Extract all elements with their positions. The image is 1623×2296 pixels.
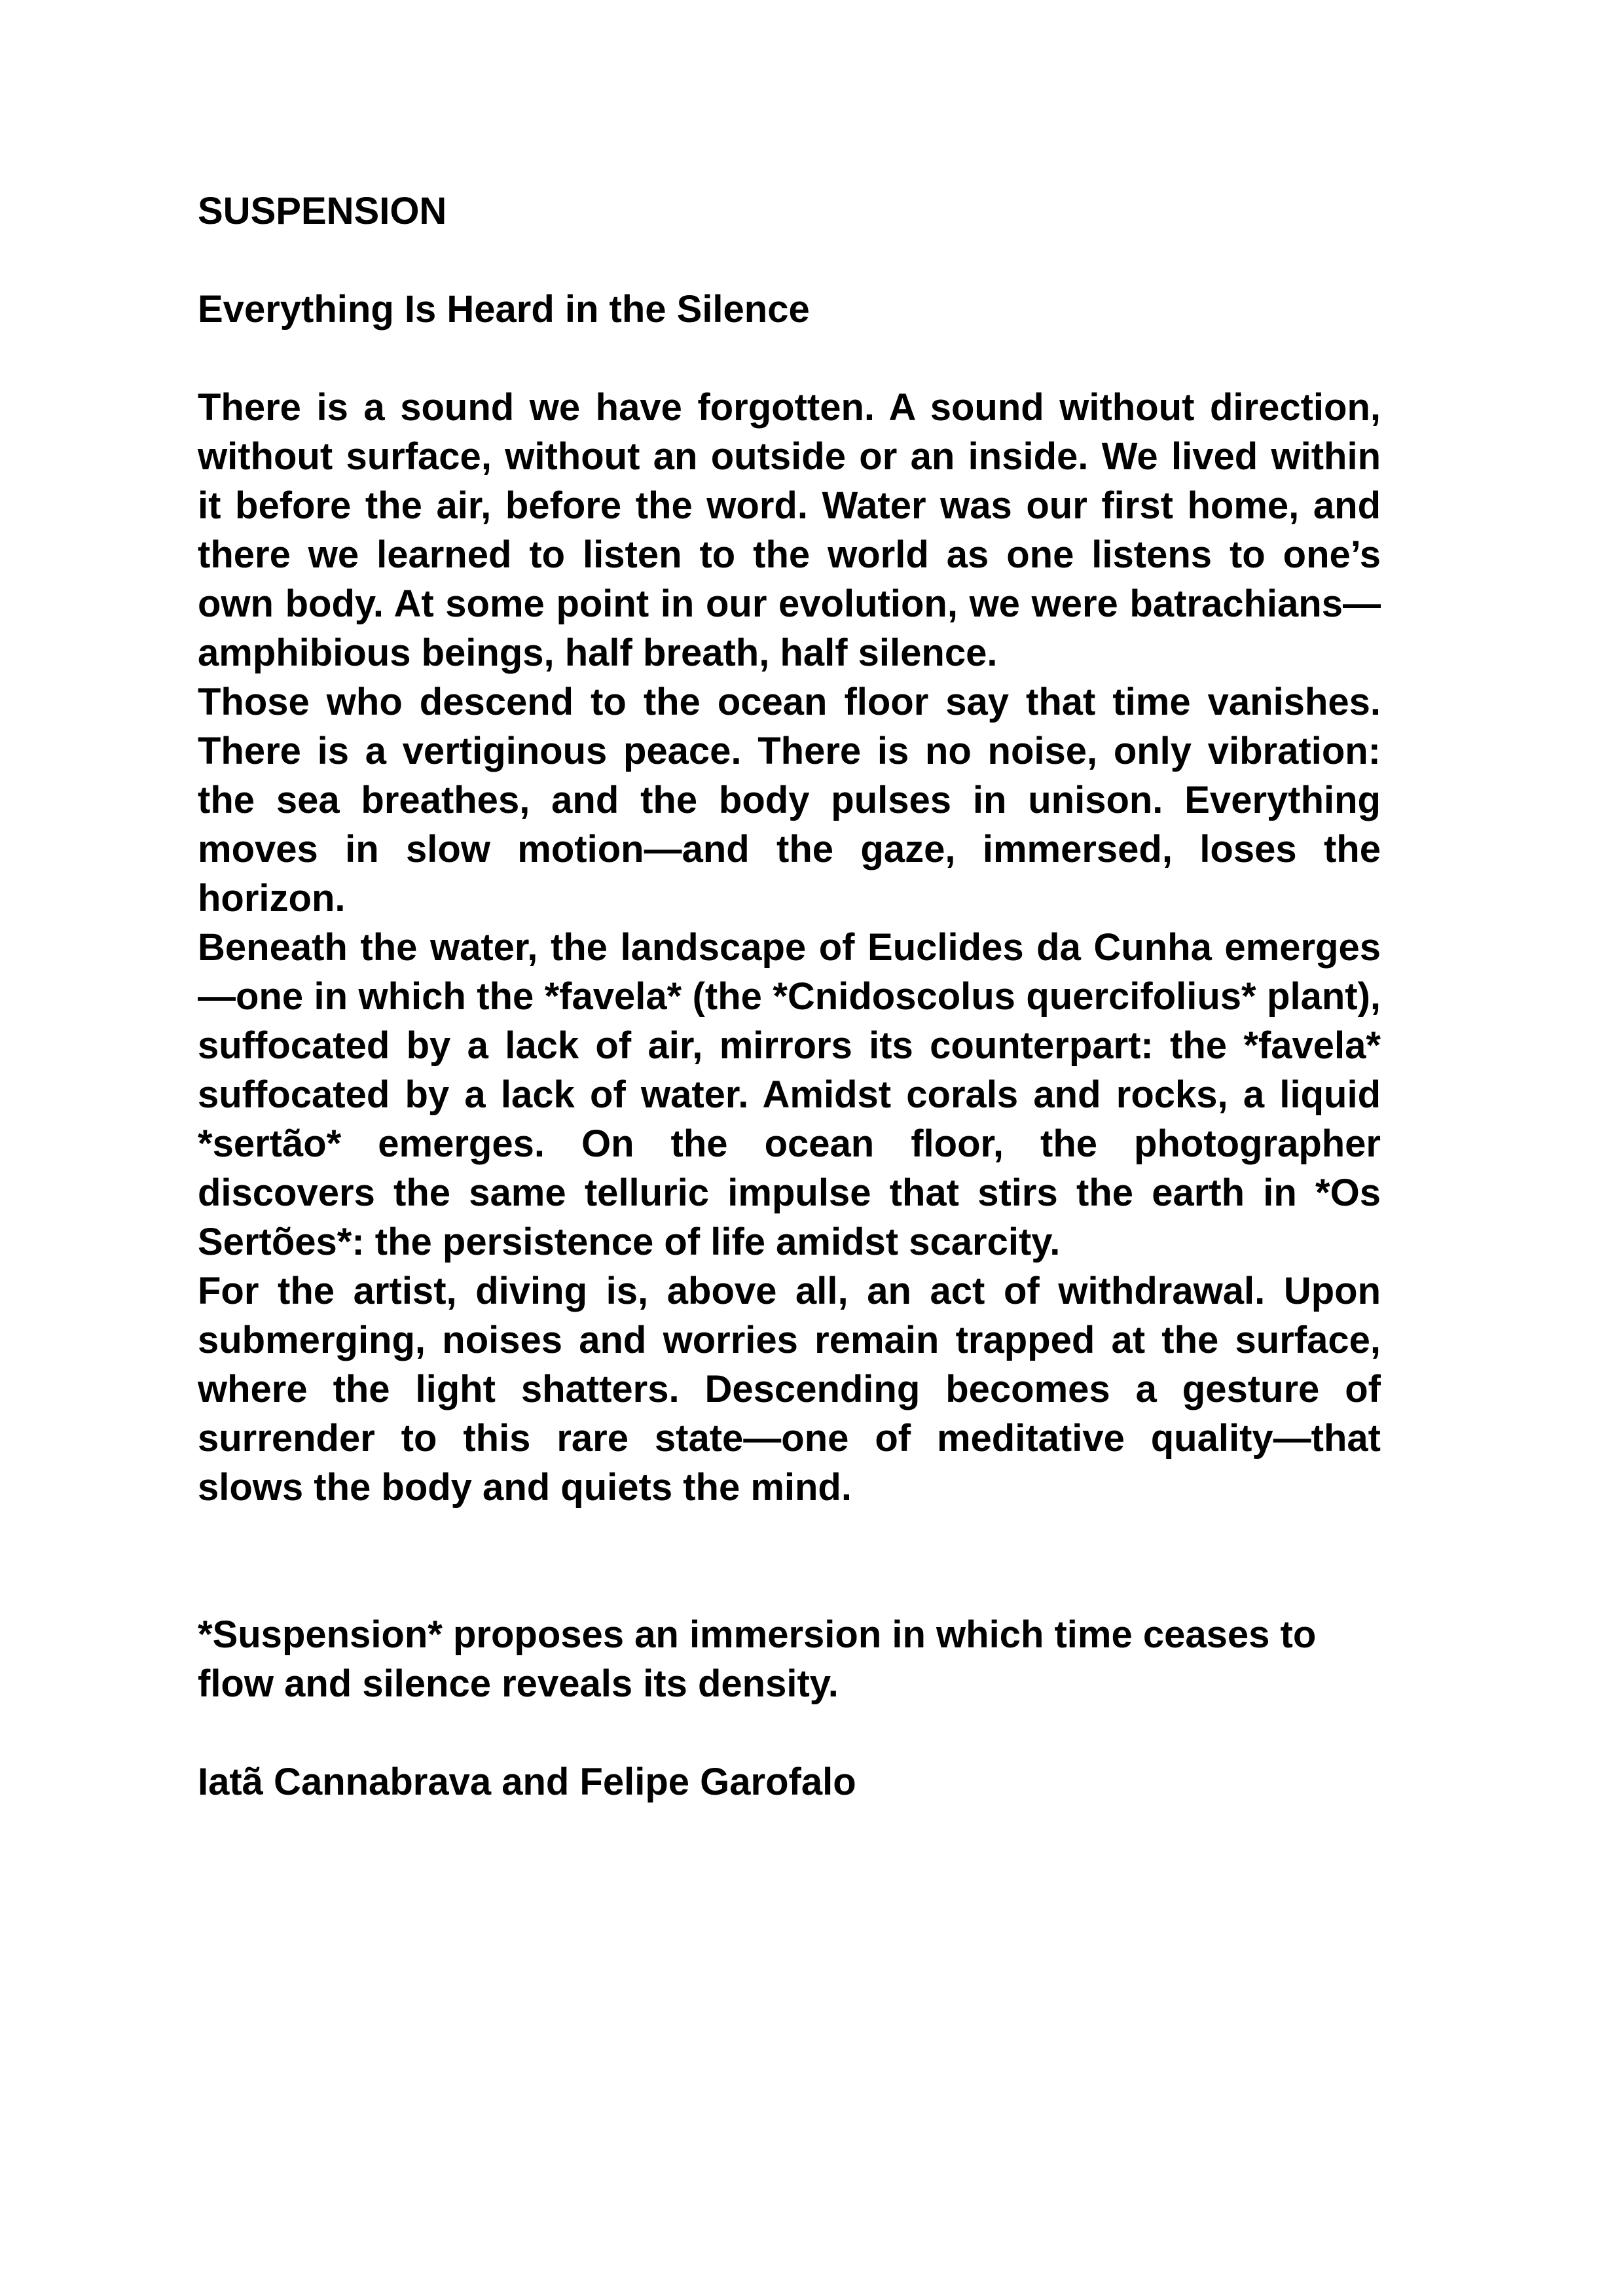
body-paragraph: Those who descend to the ocean floor say that time vanishes. There is a vertiginous peace. There is no noise, only vibration: the sea breathes, and the body pulses in unison. Everything moves in slow motion—and the gaze, immersed, loses the horizon. <box>198 681 1381 920</box>
document-content <box>198 187 1381 1806</box>
closing-statement: *Suspension* proposes an immersion in which time ceases to flow and silence reveals its density. <box>198 1613 1317 1705</box>
closing-section <box>198 1610 1381 1708</box>
body-paragraph: Beneath the water, the landscape of Euclides da Cunha emerges—one in which the *favela* (the *Cnidoscolus quercifolius* plant), suffocated by a lack of air, mirrors its counterpart: the *favela* suffocated by a lack of water. Amidst corals and rocks, a liquid *sertão* emerges. On the ocean floor, the photographer discovers the same telluric impulse that stirs the earth in *Os Sertões*: the persistence of life amidst scarcity. <box>198 926 1381 1263</box>
document-title: SUSPENSION <box>198 190 447 232</box>
document-subtitle: Everything Is Heard in the Silence <box>198 288 810 331</box>
document-body <box>198 383 1381 1512</box>
body-paragraph: For the artist, diving is, above all, an act of withdrawal. Upon submerging, noises and worries remain trapped at the surface, where the light shatters. Descending becomes a gesture of surrender to this rare state—one of meditative quality—that slows the body and quiets the mind. <box>198 1270 1381 1509</box>
body-paragraph: There is a sound we have forgotten. A sound without direction, without surface, without an outside or an inside. We lived within it before the air, before the word. Water was our first home, and there we learned to listen to the world as one listens to one’s own body. At some point in our evolution, we were batrachians—amphibious beings, half breath, half silence. <box>198 386 1381 674</box>
author-credit: Iatã Cannabrava and Felipe Garofalo <box>198 1761 856 1803</box>
